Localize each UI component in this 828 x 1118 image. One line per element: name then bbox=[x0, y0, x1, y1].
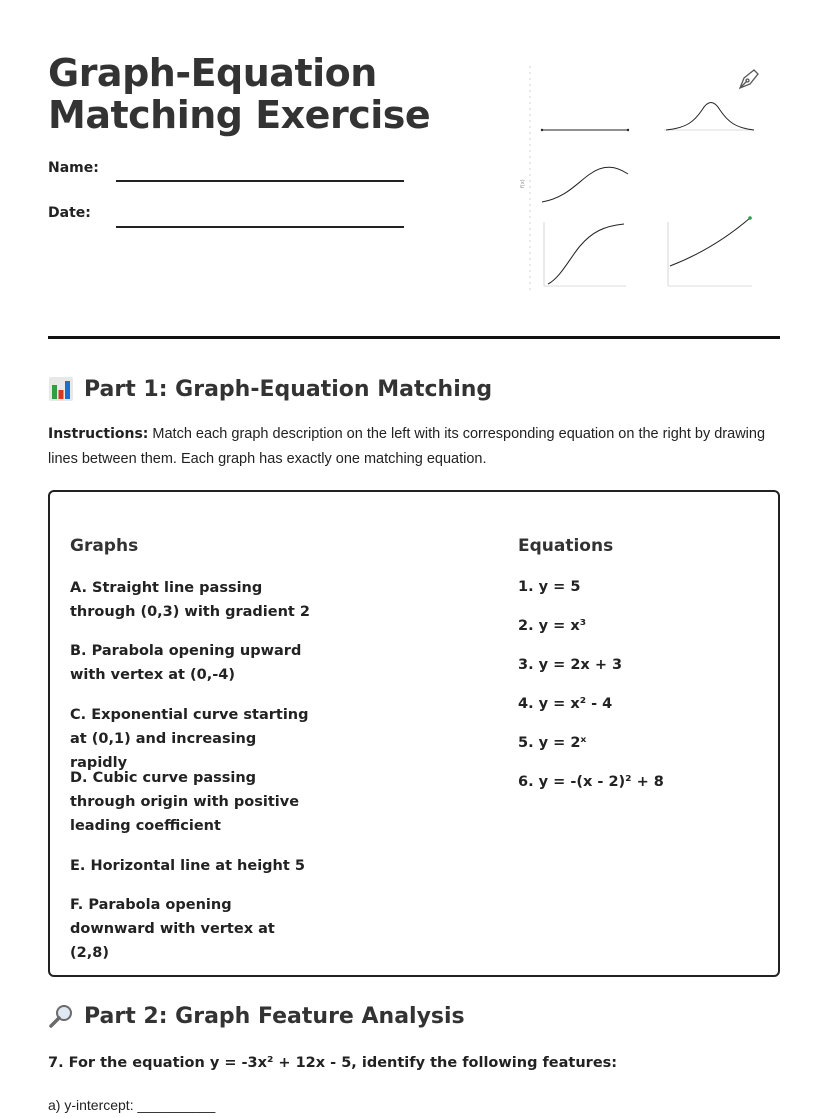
question-7a[interactable]: a) y-intercept: __________ bbox=[48, 1097, 216, 1113]
graph-item-d[interactable]: D. Cubic curve passing through origin with positive leading coefficient bbox=[70, 770, 300, 834]
instructions-label: Instructions: bbox=[48, 426, 149, 442]
equations-title: Equations bbox=[518, 536, 614, 556]
bar-chart-icon bbox=[48, 376, 74, 402]
graphs-title: Graphs bbox=[70, 536, 139, 556]
thumb-rising-curve bbox=[544, 222, 626, 286]
page-title-line1: Graph-Equation bbox=[48, 51, 377, 95]
thumb-linear-curve bbox=[668, 216, 752, 286]
graph-item-a[interactable]: A. Straight line passing through (0,3) with gradient 2 bbox=[70, 580, 310, 620]
part1-heading bbox=[48, 376, 492, 402]
graph-item-e[interactable]: E. Horizontal line at height 5 bbox=[70, 858, 305, 874]
matching-box bbox=[48, 490, 780, 977]
equation-item-3[interactable]: 3. y = 2x + 3 bbox=[518, 657, 623, 673]
thumb-bell-curve bbox=[664, 103, 754, 131]
part1-heading-text: Part 1: Graph-Equation Matching bbox=[84, 376, 493, 402]
magnifier-icon bbox=[48, 1003, 74, 1029]
name-field[interactable] bbox=[116, 180, 404, 182]
equation-item-1[interactable]: 1. y = 5 bbox=[518, 579, 581, 595]
graph-item-b[interactable]: B. Parabola opening upward with vertex at (0,-4) bbox=[70, 643, 302, 683]
equation-item-6[interactable]: 6. y = -(x - 2)² + 8 bbox=[518, 774, 664, 790]
graph-thumbnails-image bbox=[516, 62, 780, 298]
date-field[interactable] bbox=[116, 226, 404, 228]
pen-nib-icon bbox=[736, 66, 762, 92]
svg-text:f(x): f(x) bbox=[520, 179, 526, 188]
part2-heading bbox=[48, 1003, 465, 1029]
date-label: Date: bbox=[48, 205, 91, 221]
page-title-line2: Matching Exercise bbox=[48, 93, 431, 137]
section-divider bbox=[48, 336, 780, 339]
question-7: 7. For the equation y = -3x² + 12x - 5, identify the following features: bbox=[48, 1055, 618, 1071]
part2-heading-text: Part 2: Graph Feature Analysis bbox=[84, 1003, 465, 1029]
thumb-s-curve bbox=[520, 167, 628, 202]
instructions-text: Match each graph description on the left with its corresponding equation on the right by drawing lines between them. Each graph has exactly one matching equation. bbox=[48, 426, 766, 467]
name-label: Name: bbox=[48, 160, 99, 176]
thumb-horizontal-line bbox=[541, 129, 629, 131]
page-title bbox=[48, 52, 468, 136]
equation-item-2[interactable]: 2. y = x³ bbox=[518, 618, 587, 634]
equation-item-4[interactable]: 4. y = x² - 4 bbox=[518, 696, 613, 712]
graph-item-f[interactable]: F. Parabola opening downward with vertex at (2,8) bbox=[70, 897, 275, 961]
graph-item-c[interactable]: C. Exponential curve starting at (0,1) and increasing rapidly bbox=[70, 707, 309, 771]
instructions bbox=[48, 422, 778, 472]
equation-item-5[interactable]: 5. y = 2ˣ bbox=[518, 735, 587, 751]
